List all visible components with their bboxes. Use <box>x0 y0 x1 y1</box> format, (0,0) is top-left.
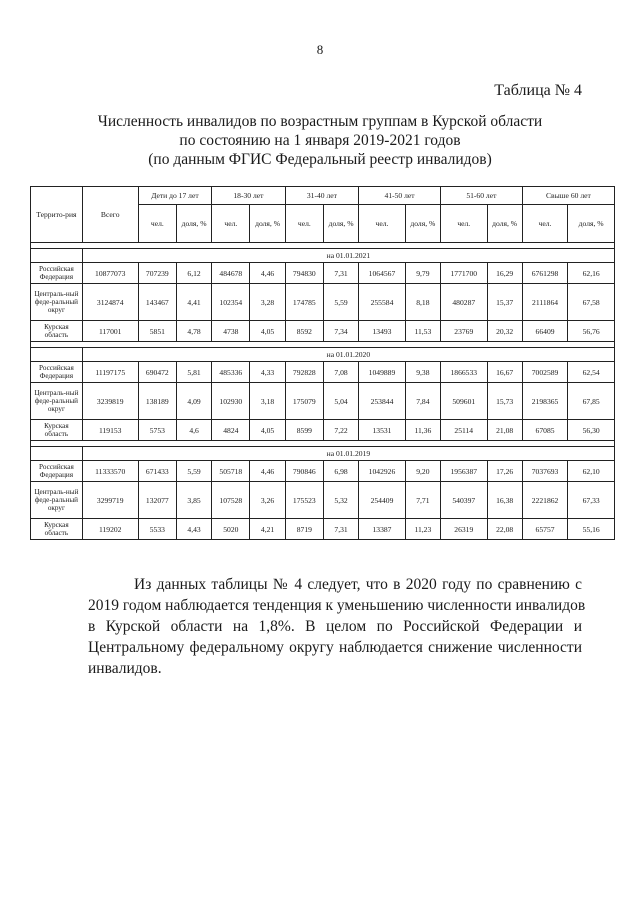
count-cell: 7037693 <box>522 461 568 482</box>
count-cell: 4824 <box>212 420 250 441</box>
count-cell: 1956387 <box>440 461 487 482</box>
share-cell: 62,54 <box>568 362 615 383</box>
date-row <box>31 249 615 263</box>
header-age-group: Свыше 60 лет <box>522 187 614 205</box>
date-row <box>31 447 615 461</box>
summary-line: Из данных таблицы № 4 следует, что в 2020 году по сравнению с <box>134 576 582 593</box>
share-cell: 4,6 <box>176 420 211 441</box>
disability-age-table <box>30 186 615 540</box>
count-cell: 253844 <box>359 383 406 420</box>
share-cell: 9,38 <box>405 362 440 383</box>
share-cell: 7,71 <box>405 482 440 519</box>
count-cell: 175523 <box>285 482 323 519</box>
header-age-group: 18-30 лет <box>212 187 286 205</box>
share-cell: 62,10 <box>568 461 615 482</box>
share-cell: 6,98 <box>323 461 358 482</box>
table-row <box>31 362 615 383</box>
share-cell: 5,59 <box>323 284 358 321</box>
count-cell: 5753 <box>138 420 176 441</box>
count-cell: 174785 <box>285 284 323 321</box>
share-cell: 5,04 <box>323 383 358 420</box>
share-cell: 3,26 <box>250 482 285 519</box>
count-cell: 102354 <box>212 284 250 321</box>
count-cell: 1064567 <box>359 263 406 284</box>
table-row <box>31 284 615 321</box>
header-territory: Террито-рия <box>31 187 83 243</box>
table-title <box>60 112 580 169</box>
header-share: доля, % <box>250 205 285 243</box>
header-count: чел. <box>522 205 568 243</box>
share-cell: 16,67 <box>487 362 522 383</box>
count-cell: 175079 <box>285 383 323 420</box>
date-label: на 01.01.2020 <box>82 348 614 362</box>
count-cell: 66409 <box>522 321 568 342</box>
share-cell: 15,73 <box>487 383 522 420</box>
count-cell: 6761298 <box>522 263 568 284</box>
table-row <box>31 420 615 441</box>
share-cell: 16,38 <box>487 482 522 519</box>
summary-line: Центральному федеральному округу наблюдается снижение численности <box>88 639 582 656</box>
header-count: чел. <box>212 205 250 243</box>
count-cell: 8599 <box>285 420 323 441</box>
header-age-group: Дети до 17 лет <box>138 187 212 205</box>
page-number: 8 <box>316 42 324 57</box>
territory-cell: Централь-ный феде-ральный округ <box>31 284 83 321</box>
summary-line: инвалидов. <box>88 660 162 677</box>
share-cell: 56,76 <box>568 321 615 342</box>
header-share: доля, % <box>568 205 615 243</box>
count-cell: 26319 <box>440 519 487 540</box>
header-count: чел. <box>138 205 176 243</box>
count-cell: 1771700 <box>440 263 487 284</box>
share-cell: 6,12 <box>176 263 211 284</box>
territory-cell: Централь-ный феде-ральный округ <box>31 482 83 519</box>
table-row <box>31 321 615 342</box>
table-row <box>31 263 615 284</box>
territory-cell: Централь-ный феде-ральный округ <box>31 383 83 420</box>
share-cell: 21,08 <box>487 420 522 441</box>
share-cell: 4,33 <box>250 362 285 383</box>
share-cell: 3,18 <box>250 383 285 420</box>
count-cell: 7002589 <box>522 362 568 383</box>
share-cell: 4,46 <box>250 263 285 284</box>
share-cell: 11,23 <box>405 519 440 540</box>
header-total: Всего <box>82 187 138 243</box>
share-cell: 8,18 <box>405 284 440 321</box>
date-row-blank <box>31 348 83 362</box>
table-row <box>31 461 615 482</box>
count-cell: 13493 <box>359 321 406 342</box>
count-cell: 132077 <box>138 482 176 519</box>
count-cell: 540397 <box>440 482 487 519</box>
count-cell: 5851 <box>138 321 176 342</box>
territory-cell: Курская область <box>31 321 83 342</box>
header-count: чел. <box>440 205 487 243</box>
share-cell: 20,32 <box>487 321 522 342</box>
count-cell: 2198365 <box>522 383 568 420</box>
count-cell: 484678 <box>212 263 250 284</box>
count-cell: 485336 <box>212 362 250 383</box>
header-age-group: 41-50 лет <box>359 187 441 205</box>
share-cell: 4,78 <box>176 321 211 342</box>
share-cell: 7,22 <box>323 420 358 441</box>
share-cell: 67,33 <box>568 482 615 519</box>
share-cell: 56,30 <box>568 420 615 441</box>
share-cell: 7,08 <box>323 362 358 383</box>
date-label: на 01.01.2021 <box>82 249 614 263</box>
share-cell: 4,41 <box>176 284 211 321</box>
total-cell: 3239819 <box>82 383 138 420</box>
count-cell: 65757 <box>522 519 568 540</box>
share-cell: 55,16 <box>568 519 615 540</box>
count-cell: 509601 <box>440 383 487 420</box>
share-cell: 4,46 <box>250 461 285 482</box>
title-line: по состоянию на 1 января 2019-2021 годов <box>179 132 461 149</box>
count-cell: 690472 <box>138 362 176 383</box>
total-cell: 11333570 <box>82 461 138 482</box>
count-cell: 23769 <box>440 321 487 342</box>
count-cell: 5020 <box>212 519 250 540</box>
header-count: чел. <box>359 205 406 243</box>
count-cell: 792828 <box>285 362 323 383</box>
title-line: Численность инвалидов по возрастным группам в Курской области <box>97 113 543 130</box>
count-cell: 8719 <box>285 519 323 540</box>
header-row-groups <box>31 187 615 205</box>
count-cell: 1042926 <box>359 461 406 482</box>
share-cell: 3,85 <box>176 482 211 519</box>
share-cell: 62,16 <box>568 263 615 284</box>
count-cell: 480287 <box>440 284 487 321</box>
total-cell: 3299719 <box>82 482 138 519</box>
share-cell: 4,05 <box>250 321 285 342</box>
count-cell: 2111864 <box>522 284 568 321</box>
table-label: Таблица № 4 <box>494 82 582 99</box>
count-cell: 138189 <box>138 383 176 420</box>
territory-cell: Российская Федерация <box>31 362 83 383</box>
table-row <box>31 383 615 420</box>
count-cell: 13531 <box>359 420 406 441</box>
count-cell: 1049889 <box>359 362 406 383</box>
count-cell: 8592 <box>285 321 323 342</box>
share-cell: 15,37 <box>487 284 522 321</box>
share-cell: 9,79 <box>405 263 440 284</box>
share-cell: 7,31 <box>323 263 358 284</box>
table-row <box>31 482 615 519</box>
summary-line: 2019 годом наблюдается тенденция к уменьшению численности инвалидов <box>88 597 586 614</box>
share-cell: 4,09 <box>176 383 211 420</box>
header-share: доля, % <box>176 205 211 243</box>
header-share: доля, % <box>323 205 358 243</box>
count-cell: 794830 <box>285 263 323 284</box>
count-cell: 790846 <box>285 461 323 482</box>
share-cell: 5,32 <box>323 482 358 519</box>
count-cell: 255584 <box>359 284 406 321</box>
share-cell: 4,05 <box>250 420 285 441</box>
share-cell: 17,26 <box>487 461 522 482</box>
table-header <box>31 187 615 243</box>
share-cell: 5,59 <box>176 461 211 482</box>
share-cell: 11,36 <box>405 420 440 441</box>
count-cell: 107528 <box>212 482 250 519</box>
total-cell: 3124874 <box>82 284 138 321</box>
share-cell: 16,29 <box>487 263 522 284</box>
date-row-blank <box>31 447 83 461</box>
count-cell: 1866533 <box>440 362 487 383</box>
title-line: (по данным ФГИС Федеральный реестр инвалидов) <box>148 151 492 168</box>
territory-cell: Российская Федерация <box>31 263 83 284</box>
header-count: чел. <box>285 205 323 243</box>
count-cell: 2221862 <box>522 482 568 519</box>
share-cell: 4,43 <box>176 519 211 540</box>
share-cell: 67,58 <box>568 284 615 321</box>
table-body <box>31 243 615 540</box>
share-cell: 3,28 <box>250 284 285 321</box>
share-cell: 7,84 <box>405 383 440 420</box>
share-cell: 7,34 <box>323 321 358 342</box>
summary-line: в Курской области на 1,8%. В целом по Российской Федерации и <box>88 618 582 635</box>
count-cell: 67085 <box>522 420 568 441</box>
share-cell: 5,81 <box>176 362 211 383</box>
date-row-blank <box>31 249 83 263</box>
date-label: на 01.01.2019 <box>82 447 614 461</box>
count-cell: 25114 <box>440 420 487 441</box>
share-cell: 11,53 <box>405 321 440 342</box>
header-age-group: 31-40 лет <box>285 187 359 205</box>
header-age-group: 51-60 лет <box>440 187 522 205</box>
total-cell: 117001 <box>82 321 138 342</box>
count-cell: 505718 <box>212 461 250 482</box>
count-cell: 13387 <box>359 519 406 540</box>
share-cell: 4,21 <box>250 519 285 540</box>
total-cell: 119153 <box>82 420 138 441</box>
summary-paragraph <box>88 574 586 679</box>
total-cell: 119202 <box>82 519 138 540</box>
count-cell: 707239 <box>138 263 176 284</box>
territory-cell: Курская область <box>31 420 83 441</box>
share-cell: 67,85 <box>568 383 615 420</box>
share-cell: 7,31 <box>323 519 358 540</box>
share-cell: 9,20 <box>405 461 440 482</box>
count-cell: 4738 <box>212 321 250 342</box>
count-cell: 143467 <box>138 284 176 321</box>
count-cell: 102930 <box>212 383 250 420</box>
count-cell: 5533 <box>138 519 176 540</box>
share-cell: 22,08 <box>487 519 522 540</box>
table-row <box>31 519 615 540</box>
count-cell: 671433 <box>138 461 176 482</box>
date-row <box>31 348 615 362</box>
territory-cell: Российская Федерация <box>31 461 83 482</box>
total-cell: 11197175 <box>82 362 138 383</box>
header-share: доля, % <box>405 205 440 243</box>
territory-cell: Курская область <box>31 519 83 540</box>
total-cell: 10877073 <box>82 263 138 284</box>
header-share: доля, % <box>487 205 522 243</box>
count-cell: 254409 <box>359 482 406 519</box>
